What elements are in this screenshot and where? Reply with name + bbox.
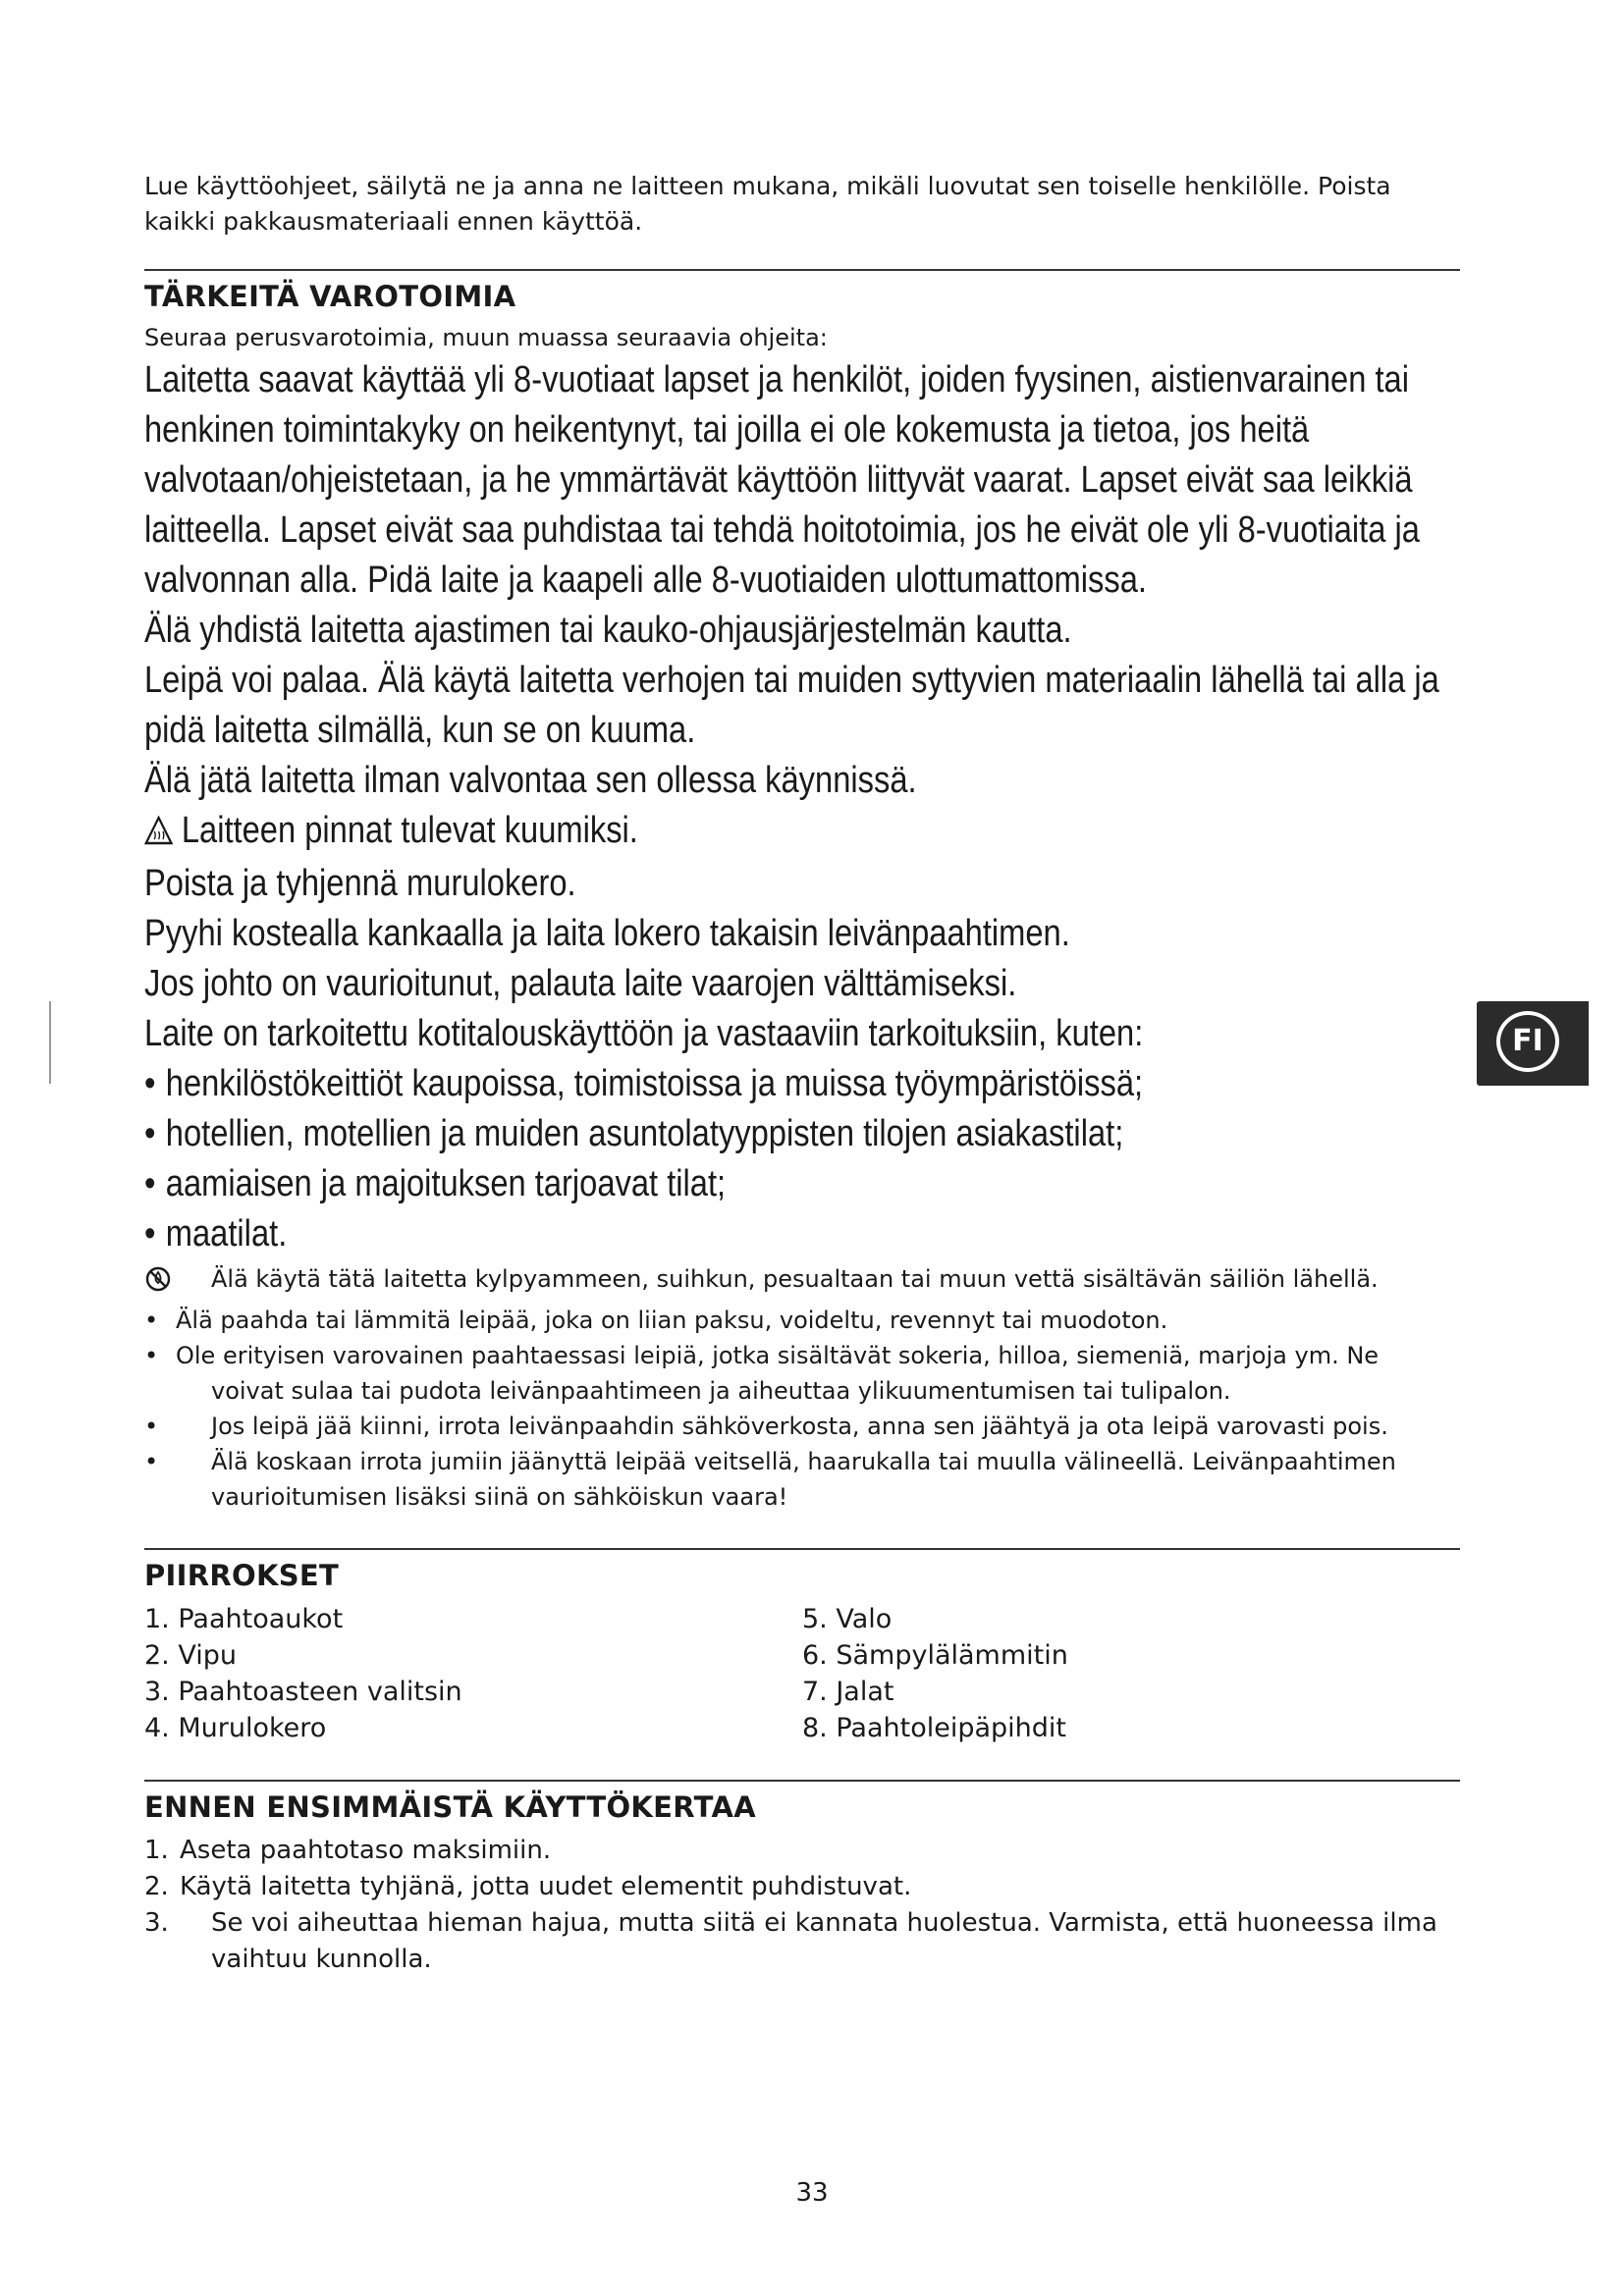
usage-bullet: • aamiaisen ja majoituksen tarjoavat tilat; <box>144 1163 727 1204</box>
list-item: 1. Aseta paahtotaso maksimiin. <box>144 1836 552 1865</box>
no-water-icon <box>144 1261 211 1303</box>
safety-paragraph: Älä jätä laitetta ilman valvontaa sen ollessa käynnissä. <box>144 760 917 801</box>
first-use-steps <box>144 1833 1460 1978</box>
intro-text: Lue käyttöohjeet, säilytä ne ja anna ne laitteen mukana, mikäli luovutat sen toiselle henkilölle. Poista kaikki pakkausmateriaali ennen käyttöä. <box>144 172 1391 236</box>
hot-surface-text: Laitteen pinnat tulevat kuumiksi. <box>181 810 638 851</box>
list-item: 3. Paahtoasteen valitsin <box>144 1677 462 1707</box>
safety-note: • Ole erityisen varovainen paahtaessasi leipiä, jotka sisältävät sokeria, hilloa, siemeniä, marjoja ym. Ne <box>144 1342 1380 1369</box>
list-item: 6. Sämpylälämmitin <box>802 1640 1068 1671</box>
safety-paragraph: Jos johto on vaurioitunut, palauta laite vaarojen välttämiseksi. <box>144 963 1017 1004</box>
parts-list <box>144 1601 1460 1746</box>
water-warning: Älä käytä tätä laitetta kylpyammeen, suihkun, pesualtaan tai muun vettä sisältävän säiliön lähellä. <box>144 1261 1460 1303</box>
parts-column-left <box>144 1601 802 1746</box>
first-use-section <box>144 1780 1460 1978</box>
safety-note: • Jos leipä jää kiinni, irrota leivänpaahdin sähköverkosta, anna sen jäähtyä ja ota leipä varovasti pois. <box>144 1413 1388 1440</box>
safety-paragraph: Laite on tarkoitettu kotitalouskäyttöön ja vastaaviin tarkoituksiin, kuten: <box>144 1013 1144 1054</box>
parts-section <box>144 1548 1460 1746</box>
safety-paragraph: Pyyhi kostealla kankaalla ja laita lokero takaisin leivänpaahtimen. <box>144 913 1070 954</box>
usage-bullet: • hotellien, motellien ja muiden asuntolatyyppisten tilojen asiakastilat; <box>144 1113 1124 1154</box>
safety-paragraph: Leipä voi palaa. Älä käytä laitetta verhojen tai muiden syttyvien materiaalin lähellä tai alla ja pidä laitetta silmällä, kun se on kuuma. <box>144 660 1439 751</box>
first-use-heading: ENNEN ENSIMMÄISTÄ KÄYTTÖKERTAA <box>144 1790 756 1824</box>
safety-lead: Seuraa perusvarotoimia, muun muassa seuraavia ohjeita: <box>144 324 828 351</box>
safety-note: • Älä koskaan irrota jumiin jäänyttä leipää veitsellä, haarukalla tai muulla välineellä. Leivänpaahtimen vaurioitumisen lisäksi siinä on sähköiskun vaara! <box>144 1448 1396 1511</box>
safety-note-continued: voivat sulaa tai pudota leivänpaahtimeen ja aiheuttaa ylikuumentumisen tai tulipalon. <box>211 1377 1231 1405</box>
bullet-dot: • <box>144 1063 156 1104</box>
safety-big-text <box>144 355 1460 1259</box>
safety-paragraph: Älä yhdistä laitetta ajastimen tai kauko-ohjausjärjestelmän kautta. <box>144 610 1072 651</box>
hot-surface-warning <box>144 806 1462 859</box>
bullet-dot: • <box>144 1213 156 1255</box>
section-divider <box>144 1780 1460 1782</box>
hot-surface-icon <box>144 809 173 859</box>
parts-heading: PIIRROKSET <box>144 1559 340 1592</box>
page-number: 33 <box>795 2178 829 2208</box>
list-item: 8. Paahtoleipäpihdit <box>802 1713 1066 1743</box>
section-divider <box>144 269 1460 271</box>
list-item: 2. Vipu <box>144 1640 237 1671</box>
parts-column-right <box>802 1601 1460 1746</box>
page-content <box>144 169 1460 1978</box>
safety-heading: TÄRKEITÄ VAROTOIMIA <box>144 280 516 313</box>
margin-mark <box>49 1001 51 1084</box>
list-item: 1. Paahtoaukot <box>144 1604 344 1634</box>
safety-paragraph: Poista ja tyhjennä murulokero. <box>144 863 576 904</box>
list-item: 2. Käytä laitetta tyhjänä, jotta uudet elementit puhdistuvat. <box>144 1872 912 1901</box>
section-divider <box>144 1548 1460 1550</box>
list-item: 7. Jalat <box>802 1677 894 1707</box>
bullet-dot: • <box>144 1163 156 1204</box>
usage-bullet: • maatilat. <box>144 1213 288 1255</box>
list-item: 4. Murulokero <box>144 1713 327 1743</box>
safety-paragraph: Laitetta saavat käyttää yli 8-vuotiaat lapset ja henkilöt, joiden fyysinen, aistienvarainen tai henkinen toimintakyky on heikentynyt, tai joilla ei ole kokemusta ja tietoa, jos heitä valvotaan/ohjeistetaan, ja he ymmärtävät käyttöön liittyvät vaarat. Lapset eivät saa leikkiä laitteella. Lapset eivät saa puhdistaa tai tehdä hoitotoimia, jos he eivät ole yli 8-vuotiaita ja valvonnan alla. Pidä laite ja kaapeli alle 8-vuotiaiden ulottumattomissa. <box>144 359 1420 601</box>
list-item: 5. Valo <box>802 1604 893 1634</box>
usage-bullet: • henkilöstökeittiöt kaupoissa, toimistoissa ja muissa työympäristöissä; <box>144 1063 1144 1104</box>
safety-note: • Älä paahda tai lämmitä leipää, joka on liian paksu, voideltu, revennyt tai muodoton. <box>144 1307 1168 1334</box>
list-item: 3. Se voi aiheuttaa hieman hajua, mutta siitä ei kannata huolestua. Varmista, että huoneessa ilma vaihtuu kunnolla. <box>144 1908 1437 1974</box>
language-tab <box>1477 1001 1589 1086</box>
bullet-dot: • <box>144 1113 156 1154</box>
language-tab-label: FI <box>1496 1011 1559 1072</box>
